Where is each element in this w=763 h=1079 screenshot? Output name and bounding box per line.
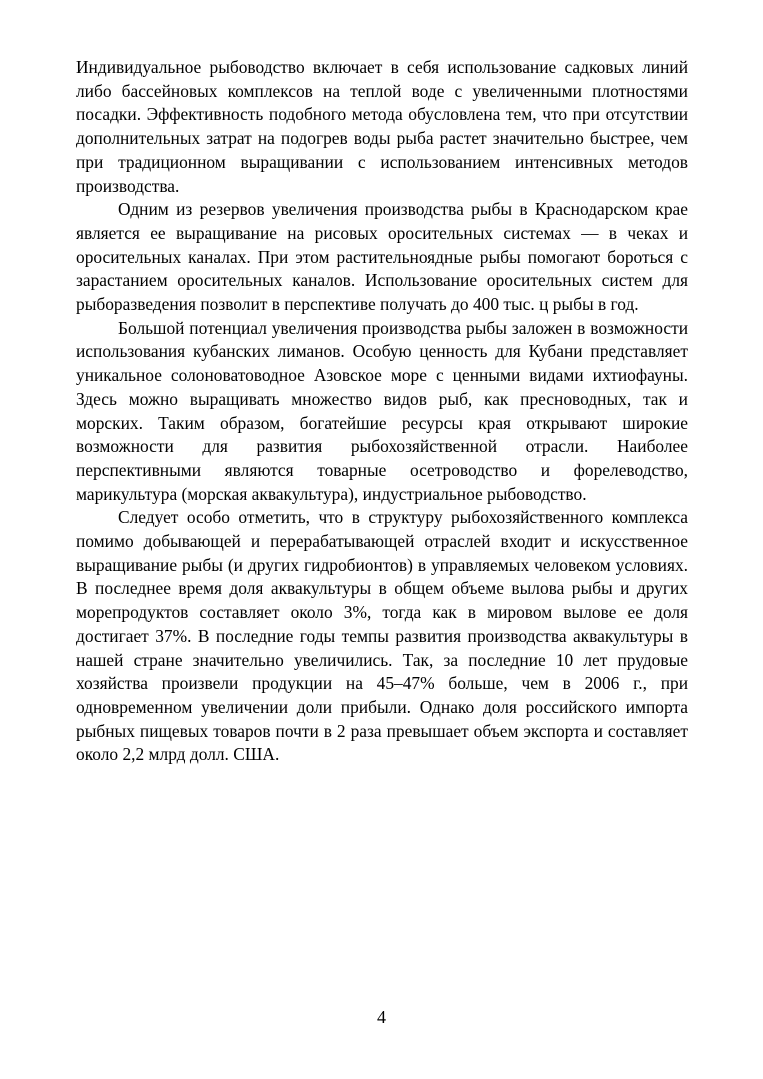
page-number: 4 xyxy=(377,1007,386,1027)
paragraph-3: Большой потенциал увеличения производства рыбы заложен в возможности использования кубанских лиманов. Особую ценность для Кубани представляет уникальное солоноватоводное Азовское море с ценными видами ихтиофауны. Здесь можно выращивать множество видов рыб, как пресноводных, так и морских. Таким образом, богатейшие ресурсы края открывают широкие возможности для развития рыбохозяйственной отрасли. Наиболее перспективными являются товарные осетроводство и форелеводство, марикультура (морская аквакультура), индустриальное рыбоводство. xyxy=(76,317,688,504)
body-text xyxy=(76,56,688,767)
paragraph-1: Индивидуальное рыбоводство включает в себя использование садковых линий либо бассейновых комплексов на теплой воде с увеличенными плотностями посадки. Эффективность подобного метода обусловлена тем, что при отсутствии дополнительных затрат на подогрев воды рыба растет значительно быстрее, чем при традиционном выращивании с использованием интенсивных методов производства. xyxy=(76,57,688,196)
paragraph-2: Одним из резервов увеличения производства рыбы в Краснодарском крае является ее выращивание на рисовых оросительных системах — в чеках и оросительных каналах. При этом растительноядные рыбы помогают бороться с зарастанием оросительных каналов. Использование оросительных систем для рыборазведения позволит в перспективе получать до 400 тыс. ц рыбы в год. xyxy=(76,199,688,315)
paragraph-4: Следует особо отметить, что в структуру рыбохозяйственного комплекса помимо добывающей и перерабатывающей отраслей входит и искусственное выращивание рыбы (и других гидробионтов) в управляемых человеком условиях. В последнее время доля аквакультуры в общем объеме вылова рыбы и других морепродуктов составляет около 3%, тогда как в мировом вылове ее доля достигает 37%. В последние годы темпы развития производства аквакультуры в нашей стране значительно увеличились. Так, за последние 10 лет прудовые хозяйства произвели продукции на 45–47% больше, чем в 2006 г., при одновременном увеличении доли прибыли. Однако доля российского импорта рыбных пищевых товаров почти в 2 раза превышает объем экспорта и составляет около 2,2 млрд долл. США. xyxy=(76,507,688,765)
